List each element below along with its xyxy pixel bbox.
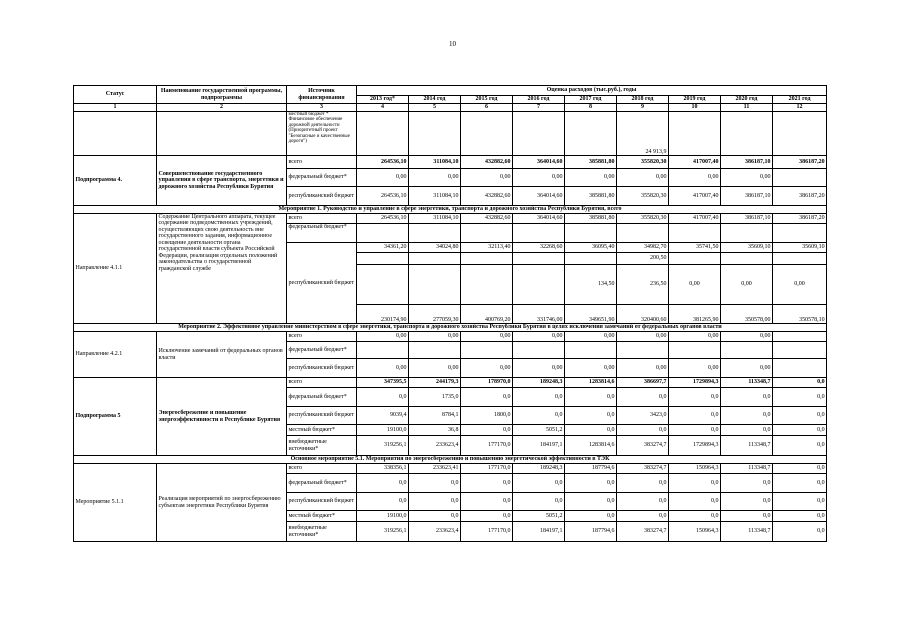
column-number: 11: [721, 104, 773, 112]
value-cell: 5051,2: [513, 425, 565, 436]
column-numbers-row: [74, 104, 827, 112]
value-cell: 0,00: [565, 359, 617, 378]
column-number: 2: [157, 104, 287, 112]
value-cell: [409, 112, 461, 156]
value-cell: 319256,1: [357, 436, 409, 456]
value-cell: 383274,7: [617, 464, 669, 474]
value-cell: [773, 169, 827, 187]
header-year: 2021 год: [773, 96, 827, 104]
value-cell: 0,0: [669, 474, 721, 493]
value-cell: 417007,40: [669, 156, 721, 169]
value-cell: 347395,5: [357, 378, 409, 388]
table-row: [74, 214, 827, 224]
value-cell: 432882,60: [461, 214, 513, 224]
table-row: [74, 332, 827, 342]
value-cell: 364014,60: [513, 187, 565, 206]
source-cell: республиканский бюджет: [287, 243, 357, 324]
value-cell: 177170,0: [461, 522, 513, 542]
section-title: Мероприятие 2. Эффективное управление министерством в сфере энергетики, транспорта и дорожного хозяйства Республики Бурятия в целях исключения замечаний от федеральных органов власти: [74, 324, 827, 332]
column-number: 3: [287, 104, 357, 112]
table-row: [74, 156, 827, 169]
event-name: Реализация мероприятий по энергосбережению субъектам энергетики Республики Бурятия: [157, 464, 287, 542]
value-cell: 349651,90: [565, 305, 617, 324]
value-cell: 319256,1: [357, 522, 409, 542]
direction-status: Направление 4.2.1: [74, 332, 157, 378]
value-cell: 1283814,6: [565, 436, 617, 456]
value-cell: [565, 224, 617, 243]
value-cell: 386187,20: [773, 214, 827, 224]
value-cell: [461, 253, 513, 265]
value-cell: 0,0: [617, 388, 669, 407]
source-cell: федеральный бюджет*: [287, 224, 357, 243]
value-cell: 0,0: [565, 407, 617, 425]
value-cell: 0,00: [721, 265, 773, 305]
value-cell: 0,00: [721, 169, 773, 187]
value-cell: 364014,60: [513, 156, 565, 169]
column-number: 8: [565, 104, 617, 112]
value-cell: 0,00: [461, 169, 513, 187]
source-cell: федеральный бюджет*: [287, 342, 357, 359]
value-cell: 0,0: [565, 511, 617, 522]
value-cell: 432882,60: [461, 156, 513, 169]
value-cell: 187794,6: [565, 464, 617, 474]
value-cell: 0,0: [357, 474, 409, 493]
value-cell: 417007,40: [669, 187, 721, 206]
value-cell: 0,00: [461, 359, 513, 378]
value-cell: 0,00: [721, 332, 773, 342]
value-cell: [721, 342, 773, 359]
value-cell: 0,0: [461, 425, 513, 436]
value-cell: 233623,4: [409, 522, 461, 542]
value-cell: 0,0: [669, 425, 721, 436]
value-cell: 386697,7: [617, 378, 669, 388]
value-cell: 8784,1: [409, 407, 461, 425]
value-cell: 184197,1: [513, 522, 565, 542]
value-cell: [565, 253, 617, 265]
value-cell: 0,00: [357, 332, 409, 342]
value-cell: 0,00: [513, 359, 565, 378]
value-cell: 177170,0: [461, 464, 513, 474]
value-cell: 19100,0: [357, 425, 409, 436]
value-cell: 0,00: [669, 332, 721, 342]
source-cell: республиканский бюджет: [287, 493, 357, 511]
header-year: 2016 год: [513, 96, 565, 104]
value-cell: 0,0: [721, 474, 773, 493]
value-cell: 134,50: [565, 265, 617, 305]
direction-status: Направление 4.1.1: [74, 214, 157, 324]
value-cell: 0,00: [409, 332, 461, 342]
value-cell: [357, 112, 409, 156]
local-budget-row: [74, 112, 827, 156]
value-cell: [773, 359, 827, 378]
value-cell: 19100,0: [357, 511, 409, 522]
value-cell: 113348,7: [721, 522, 773, 542]
value-cell: 355820,30: [617, 187, 669, 206]
source-cell: местный бюджет*: [287, 511, 357, 522]
value-cell: [357, 224, 409, 243]
value-cell: 0,0: [565, 493, 617, 511]
page-number: 10: [449, 40, 456, 48]
header-year: 2020 год: [721, 96, 773, 104]
value-cell: 0,0: [513, 388, 565, 407]
value-cell: [409, 265, 461, 305]
value-cell: 178970,0: [461, 378, 513, 388]
value-cell: 0,00: [669, 169, 721, 187]
value-cell: 0,0: [773, 388, 827, 407]
value-cell: 3423,0: [617, 407, 669, 425]
name-cell: [157, 112, 287, 156]
value-cell: 230174,90: [357, 305, 409, 324]
value-cell: 0,0: [773, 464, 827, 474]
value-cell: 187794,6: [565, 522, 617, 542]
value-cell: 0,0: [409, 474, 461, 493]
value-cell: [357, 342, 409, 359]
value-cell: 0,0: [773, 474, 827, 493]
value-cell: 184197,1: [513, 436, 565, 456]
value-cell: 0,0: [513, 474, 565, 493]
value-cell: 0,0: [461, 511, 513, 522]
value-cell: 0,0: [669, 407, 721, 425]
column-number: 5: [409, 104, 461, 112]
header-estimate: Оценка расходов (тыс.руб.), годы: [357, 86, 827, 96]
value-cell: 417007,40: [669, 214, 721, 224]
source-cell: республиканский бюджет: [287, 359, 357, 378]
value-cell: 0,00: [357, 359, 409, 378]
value-cell: 0,00: [669, 359, 721, 378]
source-cell: всего: [287, 378, 357, 388]
value-cell: [773, 112, 827, 156]
section-title-row: [74, 456, 827, 464]
value-cell: 5051,2: [513, 511, 565, 522]
value-cell: [721, 112, 773, 156]
direction-name: Содержание Центрального аппарата, текущее содержание подведомственных учреждений, осуществляющих свою деятельность вне государственного задания, информационное освещение деятельности органа государственной власти субъекта Российской Федерации, реализация отдельных положений законодательства о государственной гражданской службе: [157, 214, 287, 324]
value-cell: 0,0: [617, 511, 669, 522]
value-cell: 35741,50: [669, 243, 721, 253]
value-cell: 0,0: [721, 388, 773, 407]
value-cell: [721, 253, 773, 265]
subprogram-name: Совершенствование государственного управления в сфере транспорта, энергетики и дорожного хозяйства Республики Бурятия: [157, 156, 287, 206]
value-cell: 0,0: [565, 425, 617, 436]
value-cell: 0,0: [461, 474, 513, 493]
value-cell: 0,0: [773, 522, 827, 542]
value-cell: [409, 253, 461, 265]
value-cell: 0,0: [773, 436, 827, 456]
value-cell: 0,0: [773, 407, 827, 425]
value-cell: 1800,0: [461, 407, 513, 425]
value-cell: 0,0: [565, 388, 617, 407]
value-cell: 364014,60: [513, 214, 565, 224]
value-cell: [357, 265, 409, 305]
value-cell: [565, 342, 617, 359]
value-cell: 386187,20: [773, 156, 827, 169]
value-cell: 0,0: [357, 388, 409, 407]
value-cell: 385881,80: [565, 156, 617, 169]
value-cell: 113348,7: [721, 436, 773, 456]
value-cell: 189248,3: [513, 378, 565, 388]
section-title: Основное мероприятие 5.1. Мероприятия по энергосбережению и повышению энергетической эффективности в ТЭК: [74, 456, 827, 464]
value-cell: 0,00: [617, 359, 669, 378]
value-cell: [617, 342, 669, 359]
source-cell: внебюджетные источники*: [287, 436, 357, 456]
subprogram-status: Подпрограмма 5: [74, 378, 157, 456]
header-program-name: Наименование государственной программы, подпрограммы: [157, 86, 287, 104]
value-cell: 0,00: [669, 265, 721, 305]
source-cell: местный бюджет * Финансовое обеспечение дорожной деятельности (Приоритетный проект "Безопасные и качественные дороги"): [287, 112, 357, 156]
value-cell: [461, 342, 513, 359]
value-cell: 386187,10: [721, 156, 773, 169]
header-year: 2017 год: [565, 96, 617, 104]
column-number: 6: [461, 104, 513, 112]
value-cell: 0,00: [409, 169, 461, 187]
value-cell: 9039,4: [357, 407, 409, 425]
value-cell: 381265,90: [669, 305, 721, 324]
value-cell: 385881,80: [565, 214, 617, 224]
value-cell: 244179,3: [409, 378, 461, 388]
value-cell: 385881,80: [565, 187, 617, 206]
value-cell: 150964,3: [669, 522, 721, 542]
source-cell: всего: [287, 332, 357, 342]
header-year: 2015 год: [461, 96, 513, 104]
value-cell: 277059,30: [409, 305, 461, 324]
value-cell: 350578,10: [773, 305, 827, 324]
source-cell: местный бюджет*: [287, 425, 357, 436]
value-cell: 0,00: [409, 359, 461, 378]
value-cell: 338356,1: [357, 464, 409, 474]
value-cell: 264536,10: [357, 187, 409, 206]
value-cell: 113348,7: [721, 378, 773, 388]
source-cell: федеральный бюджет*: [287, 388, 357, 407]
value-cell: 350578,00: [721, 305, 773, 324]
value-cell: 0,0: [357, 493, 409, 511]
value-cell: 386187,10: [721, 214, 773, 224]
value-cell: [617, 224, 669, 243]
value-cell: 0,00: [773, 265, 827, 305]
value-cell: 0,00: [721, 359, 773, 378]
value-cell: 0,0: [461, 493, 513, 511]
value-cell: 0,00: [357, 169, 409, 187]
value-cell: 0,0: [617, 425, 669, 436]
value-cell: 0,0: [617, 474, 669, 493]
value-cell: 1283814,6: [565, 378, 617, 388]
value-cell: [773, 253, 827, 265]
value-cell: 0,00: [617, 169, 669, 187]
value-cell: 0,0: [513, 407, 565, 425]
value-cell: [513, 112, 565, 156]
value-cell: 0,0: [513, 493, 565, 511]
value-cell: 1735,0: [409, 388, 461, 407]
value-cell: 0,00: [565, 332, 617, 342]
source-cell: республиканский бюджет: [287, 187, 357, 206]
value-cell: [721, 224, 773, 243]
value-cell: 0,0: [669, 493, 721, 511]
value-cell: 32113,40: [461, 243, 513, 253]
value-cell: [669, 224, 721, 243]
value-cell: [513, 265, 565, 305]
source-cell: всего: [287, 464, 357, 474]
table-row: [74, 464, 827, 474]
value-cell: 311084,10: [409, 156, 461, 169]
column-number: 9: [617, 104, 669, 112]
value-cell: [773, 224, 827, 243]
section-title: Мероприятие 1. Руководство и управление в сфере энергетики, транспорта и дорожного хозяйства Республики Бурятия, всего: [74, 206, 827, 214]
value-cell: 383274,7: [617, 522, 669, 542]
column-number: 10: [669, 104, 721, 112]
value-cell: 0,00: [513, 332, 565, 342]
header-year: 2014 год: [409, 96, 461, 104]
value-cell: 0,0: [669, 388, 721, 407]
value-cell: 177170,0: [461, 436, 513, 456]
value-cell: 320400,60: [617, 305, 669, 324]
value-cell: 0,0: [721, 425, 773, 436]
column-number: 1: [74, 104, 157, 112]
value-cell: [461, 112, 513, 156]
value-cell: 34361,20: [357, 243, 409, 253]
source-cell: внебюджетные источники*: [287, 522, 357, 542]
header-year: 2019 год: [669, 96, 721, 104]
value-cell: 355820,30: [617, 214, 669, 224]
value-cell: 32268,60: [513, 243, 565, 253]
value-cell: 0,0: [669, 511, 721, 522]
value-cell: 200,50: [617, 253, 669, 265]
value-cell: 0,00: [513, 169, 565, 187]
value-cell: [513, 253, 565, 265]
value-cell: 0,0: [721, 407, 773, 425]
value-cell: 0,0: [565, 474, 617, 493]
value-cell: 386187,20: [773, 187, 827, 206]
source-cell: всего: [287, 156, 357, 169]
value-cell: 311084,10: [409, 214, 461, 224]
value-cell: [461, 265, 513, 305]
value-cell: 264536,10: [357, 156, 409, 169]
header-year: 2018 год: [617, 96, 669, 104]
value-cell: 1729894,3: [669, 378, 721, 388]
value-cell: 0,00: [461, 332, 513, 342]
value-cell: 0,0: [773, 378, 827, 388]
column-number: 12: [773, 104, 827, 112]
subprogram-status: Подпрограмма 4.: [74, 156, 157, 206]
budget-table: [73, 85, 827, 542]
value-cell: [669, 342, 721, 359]
value-cell: 0,00: [617, 332, 669, 342]
value-cell: 0,0: [721, 493, 773, 511]
source-cell: всего: [287, 214, 357, 224]
table-row: [74, 378, 827, 388]
value-cell: 0,0: [773, 493, 827, 511]
value-cell: [669, 112, 721, 156]
value-cell: 0,0: [773, 425, 827, 436]
source-cell: федеральный бюджет*: [287, 474, 357, 493]
subprogram-name: Энергосбережение и повышение энергоэффективности в Республике Бурятия: [157, 378, 287, 456]
value-cell: 233623,41: [409, 464, 461, 474]
source-cell: федеральный бюджет*: [287, 169, 357, 187]
section-title-row: [74, 324, 827, 332]
value-cell: 189248,3: [513, 464, 565, 474]
value-cell: 34982,70: [617, 243, 669, 253]
value-cell: 24 913,9: [617, 112, 669, 156]
value-cell: [513, 342, 565, 359]
value-cell: 0,0: [409, 511, 461, 522]
value-cell: 311084,10: [409, 187, 461, 206]
value-cell: 0,0: [461, 388, 513, 407]
direction-name: Исключение замечаний от федеральных органов власти: [157, 332, 287, 378]
source-cell: республиканский бюджет: [287, 407, 357, 425]
section-title-row: [74, 206, 827, 214]
status-cell: [74, 112, 157, 156]
header-status: Статус: [74, 86, 157, 104]
value-cell: 35609,10: [721, 243, 773, 253]
value-cell: 0,0: [773, 511, 827, 522]
value-cell: 236,50: [617, 265, 669, 305]
value-cell: [565, 112, 617, 156]
value-cell: 35609,10: [773, 243, 827, 253]
value-cell: 0,0: [721, 511, 773, 522]
column-number: 4: [357, 104, 409, 112]
value-cell: 113348,7: [721, 464, 773, 474]
value-cell: 383274,7: [617, 436, 669, 456]
value-cell: [773, 342, 827, 359]
value-cell: 0,00: [565, 169, 617, 187]
value-cell: 34024,80: [409, 243, 461, 253]
column-number: 7: [513, 104, 565, 112]
value-cell: 0,0: [617, 493, 669, 511]
event-status: Мероприятие 5.1.1: [74, 464, 157, 542]
value-cell: [461, 224, 513, 243]
value-cell: [513, 224, 565, 243]
value-cell: [409, 224, 461, 243]
value-cell: 432882,60: [461, 187, 513, 206]
value-cell: [409, 342, 461, 359]
value-cell: [357, 253, 409, 265]
header-row: [74, 86, 827, 96]
value-cell: 331746,00: [513, 305, 565, 324]
value-cell: 264536,10: [357, 214, 409, 224]
value-cell: [669, 253, 721, 265]
header-source: Источник финансирования: [287, 86, 357, 104]
value-cell: [773, 332, 827, 342]
value-cell: 36,8: [409, 425, 461, 436]
value-cell: 233623,4: [409, 436, 461, 456]
value-cell: 150964,3: [669, 464, 721, 474]
value-cell: 355820,30: [617, 156, 669, 169]
value-cell: 36095,40: [565, 243, 617, 253]
value-cell: 400769,20: [461, 305, 513, 324]
value-cell: 0,0: [409, 493, 461, 511]
header-year: 2013 год*: [357, 96, 409, 104]
value-cell: 1729894,3: [669, 436, 721, 456]
value-cell: 386187,10: [721, 187, 773, 206]
